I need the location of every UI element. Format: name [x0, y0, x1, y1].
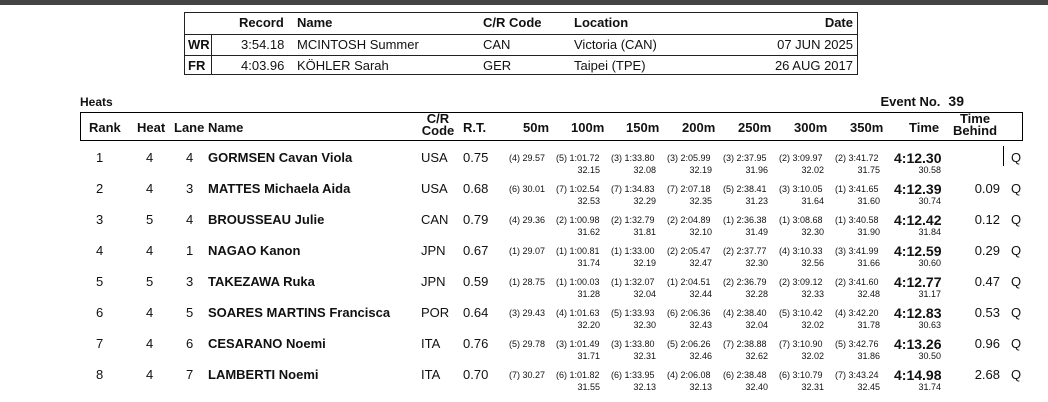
col-time: Time — [909, 120, 940, 135]
lane: 3 — [186, 181, 194, 196]
lap-time: 32.04 — [633, 289, 656, 299]
col-code: C/R Code — [421, 111, 455, 138]
event-number — [880, 93, 964, 109]
final-time: 4:12.77 — [894, 274, 942, 290]
rank: 6 — [96, 305, 104, 320]
col-150m: 150m — [626, 120, 660, 135]
split-250m: (5) 2:38.41 — [723, 184, 767, 194]
athlete-name: GORMSEN Cavan Viola — [208, 150, 353, 165]
country-code: CAN — [421, 212, 449, 227]
leader-marker — [1003, 146, 1004, 166]
split-300m: (1) 3:08.68 — [779, 215, 823, 225]
lap-time: 31.23 — [745, 196, 768, 206]
lap-time: 31.75 — [857, 165, 880, 175]
lap-time: 32.04 — [745, 320, 768, 330]
event-number-value: 39 — [948, 93, 964, 109]
lap-time: 31.55 — [577, 382, 600, 392]
split-100m: (1) 1:00.03 — [556, 277, 600, 287]
heat: 5 — [146, 274, 154, 289]
split-200m: (2) 2:04.89 — [667, 215, 711, 225]
rank: 4 — [96, 243, 104, 258]
country-code: ITA — [421, 336, 441, 351]
final-time: 4:12.59 — [894, 243, 942, 259]
reaction-time: 0.67 — [463, 243, 489, 258]
split-200m: (4) 2:06.08 — [667, 370, 711, 380]
lap-time: 32.19 — [633, 258, 656, 268]
record-row-fr — [185, 55, 857, 76]
reaction-time: 0.79 — [463, 212, 489, 227]
split-350m: (2) 3:41.60 — [835, 277, 879, 287]
lap-time: 32.53 — [577, 196, 600, 206]
lap-time: 32.35 — [689, 196, 712, 206]
event-label: Event No. — [880, 94, 941, 109]
lap-time: 31.64 — [801, 196, 824, 206]
qualifier: Q — [1011, 305, 1022, 320]
split-200m: (2) 2:05.47 — [667, 246, 711, 256]
athlete-name: CESARANO Noemi — [208, 336, 326, 351]
rank: 8 — [96, 367, 104, 382]
country-code: USA — [421, 150, 448, 165]
split-100m: (4) 1:01.63 — [556, 308, 600, 318]
split-50m: (1) 29.07 — [509, 246, 546, 256]
lap-time: 31.71 — [577, 351, 600, 361]
time-behind: 0.96 — [974, 336, 1000, 351]
lap-time: 32.08 — [633, 165, 656, 175]
lap-time: 32.40 — [745, 382, 768, 392]
time-behind: 0.53 — [974, 305, 1000, 320]
heats-label: Heats — [80, 95, 113, 109]
lap-time: 31.60 — [857, 196, 880, 206]
split-150m: (5) 1:33.93 — [611, 308, 655, 318]
split-350m: (7) 3:43.24 — [835, 370, 879, 380]
lap-time: 32.28 — [745, 289, 768, 299]
lap-time: 30.60 — [918, 258, 941, 268]
split-300m: (6) 3:10.79 — [779, 370, 823, 380]
split-50m: (5) 29.78 — [509, 339, 546, 349]
records-col-record: Record — [239, 15, 284, 30]
rank: 5 — [96, 274, 104, 289]
reaction-time: 0.75 — [463, 150, 489, 165]
record-code: GER — [483, 58, 512, 73]
lap-time: 30.50 — [918, 351, 941, 361]
split-250m: (3) 2:37.95 — [723, 153, 767, 163]
lap-time: 32.15 — [577, 165, 600, 175]
country-code: POR — [421, 305, 450, 320]
split-100m: (7) 1:02.54 — [556, 184, 600, 194]
lap-time: 32.30 — [745, 258, 768, 268]
split-100m: (6) 1:01.82 — [556, 370, 600, 380]
col-rank: Rank — [89, 120, 121, 135]
record-date: 26 AUG 2017 — [774, 58, 853, 73]
split-250m: (6) 2:38.48 — [723, 370, 767, 380]
split-300m: (4) 3:10.33 — [779, 246, 823, 256]
record-date: 07 JUN 2025 — [777, 37, 853, 52]
final-time: 4:12.39 — [894, 181, 942, 197]
qualifier: Q — [1011, 336, 1022, 351]
lap-time: 31.62 — [577, 227, 600, 237]
record-time: 3:54.18 — [241, 37, 285, 52]
heat: 4 — [146, 181, 154, 196]
records-col-code: C/R Code — [483, 15, 542, 30]
lap-time: 31.78 — [857, 320, 880, 330]
split-250m: (7) 2:38.88 — [723, 339, 767, 349]
reaction-time: 0.76 — [463, 336, 489, 351]
lap-time: 32.19 — [689, 165, 712, 175]
lane: 7 — [186, 367, 194, 382]
split-100m: (3) 1:01.49 — [556, 339, 600, 349]
col-heat: Heat — [137, 120, 166, 135]
split-350m: (2) 3:41.72 — [835, 153, 879, 163]
heat: 4 — [146, 305, 154, 320]
lap-time: 31.96 — [745, 165, 768, 175]
time-behind: 0.47 — [974, 274, 1000, 289]
lap-time: 32.62 — [745, 351, 768, 361]
result-row — [0, 336, 1048, 367]
qualifier: Q — [1011, 367, 1022, 382]
record-location: Victoria (CAN) — [574, 37, 657, 52]
lane: 6 — [186, 336, 194, 351]
lap-time: 32.29 — [633, 196, 656, 206]
lap-time: 31.86 — [857, 351, 880, 361]
qualifier: Q — [1011, 181, 1022, 196]
rank: 1 — [96, 150, 104, 165]
col-250m: 250m — [738, 120, 772, 135]
split-200m: (7) 2:07.18 — [667, 184, 711, 194]
lap-time: 32.30 — [801, 227, 824, 237]
records-header — [185, 13, 857, 33]
split-150m: (1) 1:32.07 — [611, 277, 655, 287]
split-150m: (3) 1:33.80 — [611, 339, 655, 349]
reaction-time: 0.70 — [463, 367, 489, 382]
time-behind: 0.09 — [974, 181, 1000, 196]
split-150m: (6) 1:33.95 — [611, 370, 655, 380]
lap-time: 31.90 — [857, 227, 880, 237]
heat: 4 — [146, 336, 154, 351]
rank: 3 — [96, 212, 104, 227]
rank: 2 — [96, 181, 104, 196]
final-time: 4:13.26 — [894, 336, 942, 352]
col-rt: R.T. — [463, 120, 487, 135]
records-col-date: Date — [824, 15, 853, 30]
split-350m: (1) 3:41.65 — [835, 184, 879, 194]
lap-time: 32.31 — [633, 351, 656, 361]
lane: 4 — [186, 150, 194, 165]
heat: 4 — [146, 150, 154, 165]
split-150m: (3) 1:33.80 — [611, 153, 655, 163]
split-250m: (2) 2:37.77 — [723, 246, 767, 256]
records-col-name: Name — [297, 15, 333, 30]
split-150m: (2) 1:32.79 — [611, 215, 655, 225]
reaction-time: 0.68 — [463, 181, 489, 196]
split-200m: (6) 2:06.36 — [667, 308, 711, 318]
col-200m: 200m — [682, 120, 716, 135]
lap-time: 31.74 — [577, 258, 600, 268]
split-350m: (5) 3:42.76 — [835, 339, 879, 349]
lap-time: 32.10 — [689, 227, 712, 237]
split-250m: (1) 2:36.38 — [723, 215, 767, 225]
time-behind: 0.29 — [974, 243, 1000, 258]
athlete-name: BROUSSEAU Julie — [208, 212, 325, 227]
athlete-name: MATTES Michaela Aida — [208, 181, 351, 196]
lap-time: 32.43 — [689, 320, 712, 330]
col-350m: 350m — [850, 120, 884, 135]
final-time: 4:14.98 — [894, 367, 942, 383]
lap-time: 31.74 — [918, 382, 941, 392]
athlete-name: SOARES MARTINS Francisca — [208, 305, 391, 320]
split-100m: (1) 1:00.81 — [556, 246, 600, 256]
record-type: FR — [188, 58, 206, 73]
record-name: MCINTOSH Summer — [297, 37, 419, 52]
header-rule-bottom — [80, 140, 1023, 141]
records-table — [184, 12, 858, 75]
split-350m: (3) 3:41.99 — [835, 246, 879, 256]
result-row — [0, 181, 1048, 212]
lap-time: 32.02 — [801, 165, 824, 175]
record-name: KÖHLER Sarah — [297, 58, 389, 73]
split-150m: (1) 1:33.00 — [611, 246, 655, 256]
athlete-name: LAMBERTI Noemi — [208, 367, 319, 382]
athlete-name: TAKEZAWA Ruka — [208, 274, 315, 289]
split-250m: (2) 2:36.79 — [723, 277, 767, 287]
record-code: CAN — [483, 37, 511, 52]
result-row — [0, 243, 1048, 274]
country-code: JPN — [421, 243, 446, 258]
split-100m: (5) 1:01.72 — [556, 153, 600, 163]
lane: 1 — [186, 243, 194, 258]
col-name: Name — [208, 120, 244, 135]
split-50m: (6) 30.01 — [509, 184, 546, 194]
lap-time: 32.02 — [801, 320, 824, 330]
lane: 5 — [186, 305, 194, 320]
lap-time: 31.81 — [633, 227, 656, 237]
country-code: JPN — [421, 274, 446, 289]
record-location: Taipei (TPE) — [574, 58, 646, 73]
split-300m: (3) 3:10.05 — [779, 184, 823, 194]
qualifier: Q — [1011, 150, 1022, 165]
lane: 3 — [186, 274, 194, 289]
lap-time: 32.31 — [801, 382, 824, 392]
record-row-wr — [185, 34, 857, 55]
result-row — [0, 305, 1048, 336]
split-50m: (4) 29.36 — [509, 215, 546, 225]
lap-time: 32.47 — [689, 258, 712, 268]
qualifier: Q — [1011, 243, 1022, 258]
lap-time: 32.46 — [689, 351, 712, 361]
athlete-name: NAGAO Kanon — [208, 243, 301, 258]
split-350m: (1) 3:40.58 — [835, 215, 879, 225]
lap-time: 32.20 — [577, 320, 600, 330]
result-row — [0, 274, 1048, 305]
reaction-time: 0.59 — [463, 274, 489, 289]
result-row — [0, 150, 1048, 181]
split-200m: (5) 2:06.26 — [667, 339, 711, 349]
split-300m: (2) 3:09.12 — [779, 277, 823, 287]
split-50m: (7) 30.27 — [509, 370, 546, 380]
heat: 4 — [146, 367, 154, 382]
final-time: 4:12.83 — [894, 305, 942, 321]
lap-time: 32.48 — [857, 289, 880, 299]
lap-time: 30.74 — [918, 196, 941, 206]
final-time: 4:12.30 — [894, 150, 942, 166]
lap-time: 32.45 — [857, 382, 880, 392]
lap-time: 32.56 — [801, 258, 824, 268]
lap-time: 32.13 — [633, 382, 656, 392]
lap-time: 31.17 — [918, 289, 941, 299]
time-behind: 2.68 — [974, 367, 1000, 382]
col-100m: 100m — [571, 120, 605, 135]
col-300m: 300m — [794, 120, 828, 135]
lap-time: 32.13 — [689, 382, 712, 392]
lap-time: 31.84 — [918, 227, 941, 237]
lap-time: 32.02 — [801, 351, 824, 361]
rank: 7 — [96, 336, 104, 351]
split-250m: (4) 2:38.40 — [723, 308, 767, 318]
split-150m: (7) 1:34.83 — [611, 184, 655, 194]
records-col-location: Location — [574, 15, 629, 30]
lap-time: 30.58 — [918, 165, 941, 175]
split-350m: (4) 3:42.20 — [835, 308, 879, 318]
time-behind: 0.12 — [974, 212, 1000, 227]
lap-time: 31.66 — [857, 258, 880, 268]
split-50m: (1) 28.75 — [509, 277, 546, 287]
split-200m: (1) 2:04.51 — [667, 277, 711, 287]
result-row — [0, 212, 1048, 243]
split-50m: (4) 29.57 — [509, 153, 546, 163]
qualifier: Q — [1011, 212, 1022, 227]
top-bar — [0, 0, 1048, 5]
split-300m: (7) 3:10.90 — [779, 339, 823, 349]
lap-time: 32.44 — [689, 289, 712, 299]
qualifier: Q — [1011, 274, 1022, 289]
split-300m: (5) 3:10.42 — [779, 308, 823, 318]
record-type: WR — [188, 37, 210, 52]
records-divider — [211, 34, 212, 75]
reaction-time: 0.64 — [463, 305, 489, 320]
lane: 4 — [186, 212, 194, 227]
col-50m: 50m — [523, 120, 550, 135]
heat: 4 — [146, 243, 154, 258]
col-time-behind: Time Behind — [952, 111, 998, 138]
country-code: USA — [421, 181, 448, 196]
lap-time: 31.49 — [745, 227, 768, 237]
lap-time: 31.28 — [577, 289, 600, 299]
record-time: 4:03.96 — [241, 58, 285, 73]
country-code: ITA — [421, 367, 441, 382]
result-row — [0, 367, 1048, 398]
lap-time: 32.30 — [633, 320, 656, 330]
lap-time: 32.33 — [801, 289, 824, 299]
final-time: 4:12.42 — [894, 212, 942, 228]
split-50m: (3) 29.43 — [509, 308, 546, 318]
lap-time: 30.63 — [918, 320, 941, 330]
split-200m: (3) 2:05.99 — [667, 153, 711, 163]
split-300m: (2) 3:09.97 — [779, 153, 823, 163]
results-header — [0, 113, 1048, 140]
heat: 5 — [146, 212, 154, 227]
col-lane: Lane — [174, 120, 205, 135]
split-100m: (2) 1:00.98 — [556, 215, 600, 225]
